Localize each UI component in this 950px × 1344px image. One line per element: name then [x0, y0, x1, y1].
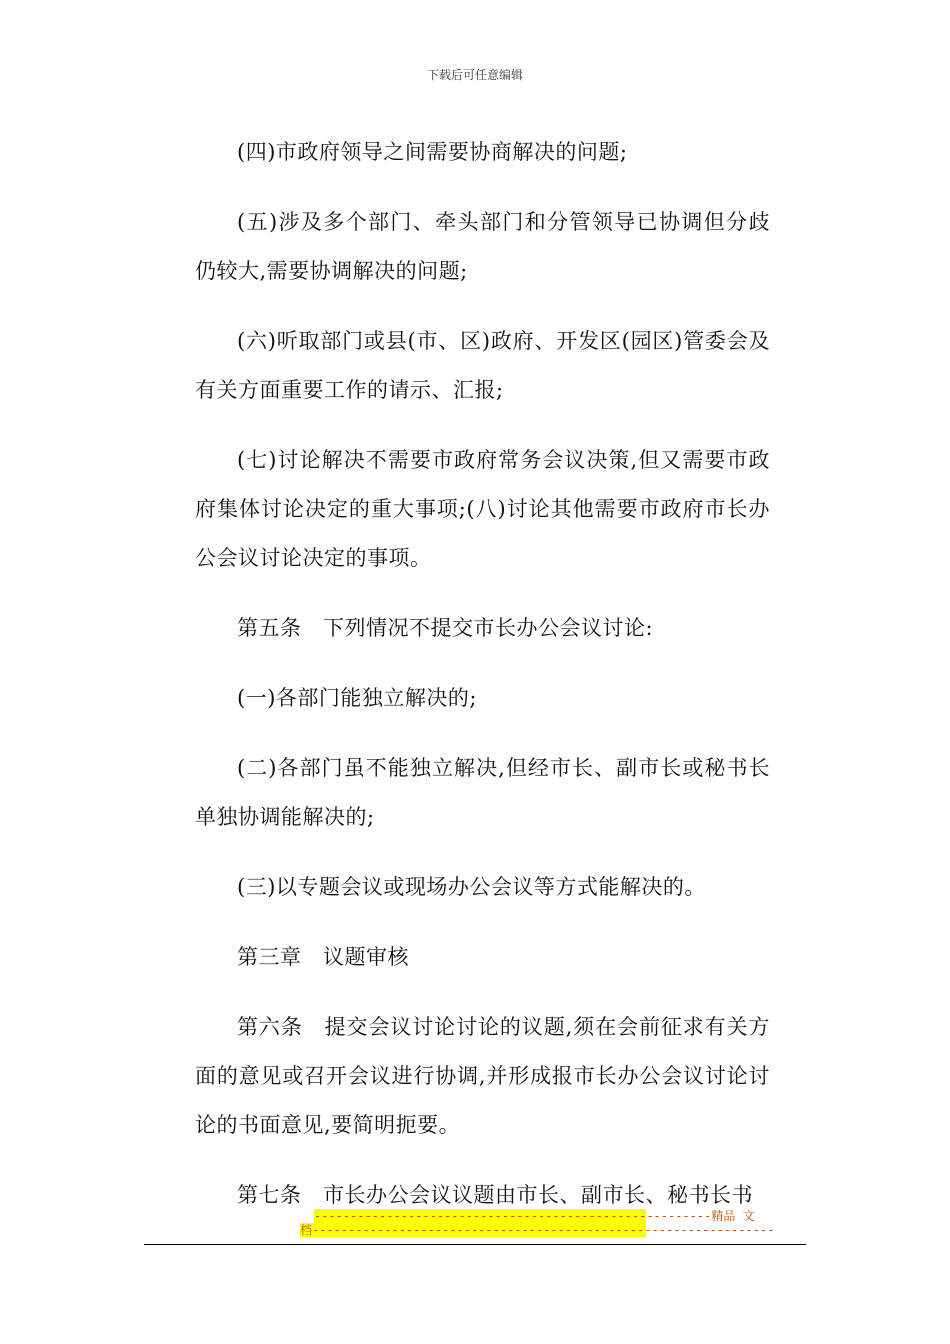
page-header: 下载后可任意编辑 — [426, 68, 523, 82]
footer-rule — [144, 1244, 806, 1245]
footer-watermark — [300, 1209, 775, 1237]
paragraph: 第七条 市长办公会议议题由市长、副市长、秘书长书 — [237, 1183, 753, 1207]
document-body — [195, 128, 775, 1241]
footer-line-2: 档---------------------------------------------------------------- — [300, 1223, 775, 1237]
paragraph: (五)涉及多个部门、牵头部门和分管领导已协调但分歧仍较大,需要协调解决的问题; — [195, 210, 770, 283]
footer-line-1: -------------------------------------------------------精品 文 — [314, 1209, 755, 1223]
paragraph: (七)讨论解决不需要市政府常务会议决策,但又需要市政府集体讨论决定的重大事项;(八)讨论其他需要市政府市长办公会议讨论决定的事项。 — [195, 448, 770, 570]
paragraph: (六)听取部门或县(市、区)政府、开发区(园区)管委会及有关方面重要工作的请示、汇报; — [195, 329, 770, 402]
paragraph: (三)以专题会议或现场办公会议等方式能解决的。 — [237, 875, 706, 899]
paragraph: 第六条 提交会议讨论讨论的议题,须在会前征求有关方面的意见或召开会议进行协调,并形成报市长办公会议讨论讨论的书面意见,要简明扼要。 — [195, 1015, 770, 1137]
chapter-heading: 第三章 议题审核 — [237, 945, 409, 969]
paragraph: (二)各部门虽不能独立解决,但经市长、副市长或秘书长单独协调能解决的; — [195, 756, 770, 829]
article-heading: 第五条 下列情况不提交市长办公会议讨论: — [237, 616, 654, 640]
paragraph: (一)各部门能独立解决的; — [237, 686, 477, 710]
paragraph: (四)市政府领导之间需要协商解决的问题; — [237, 140, 628, 164]
